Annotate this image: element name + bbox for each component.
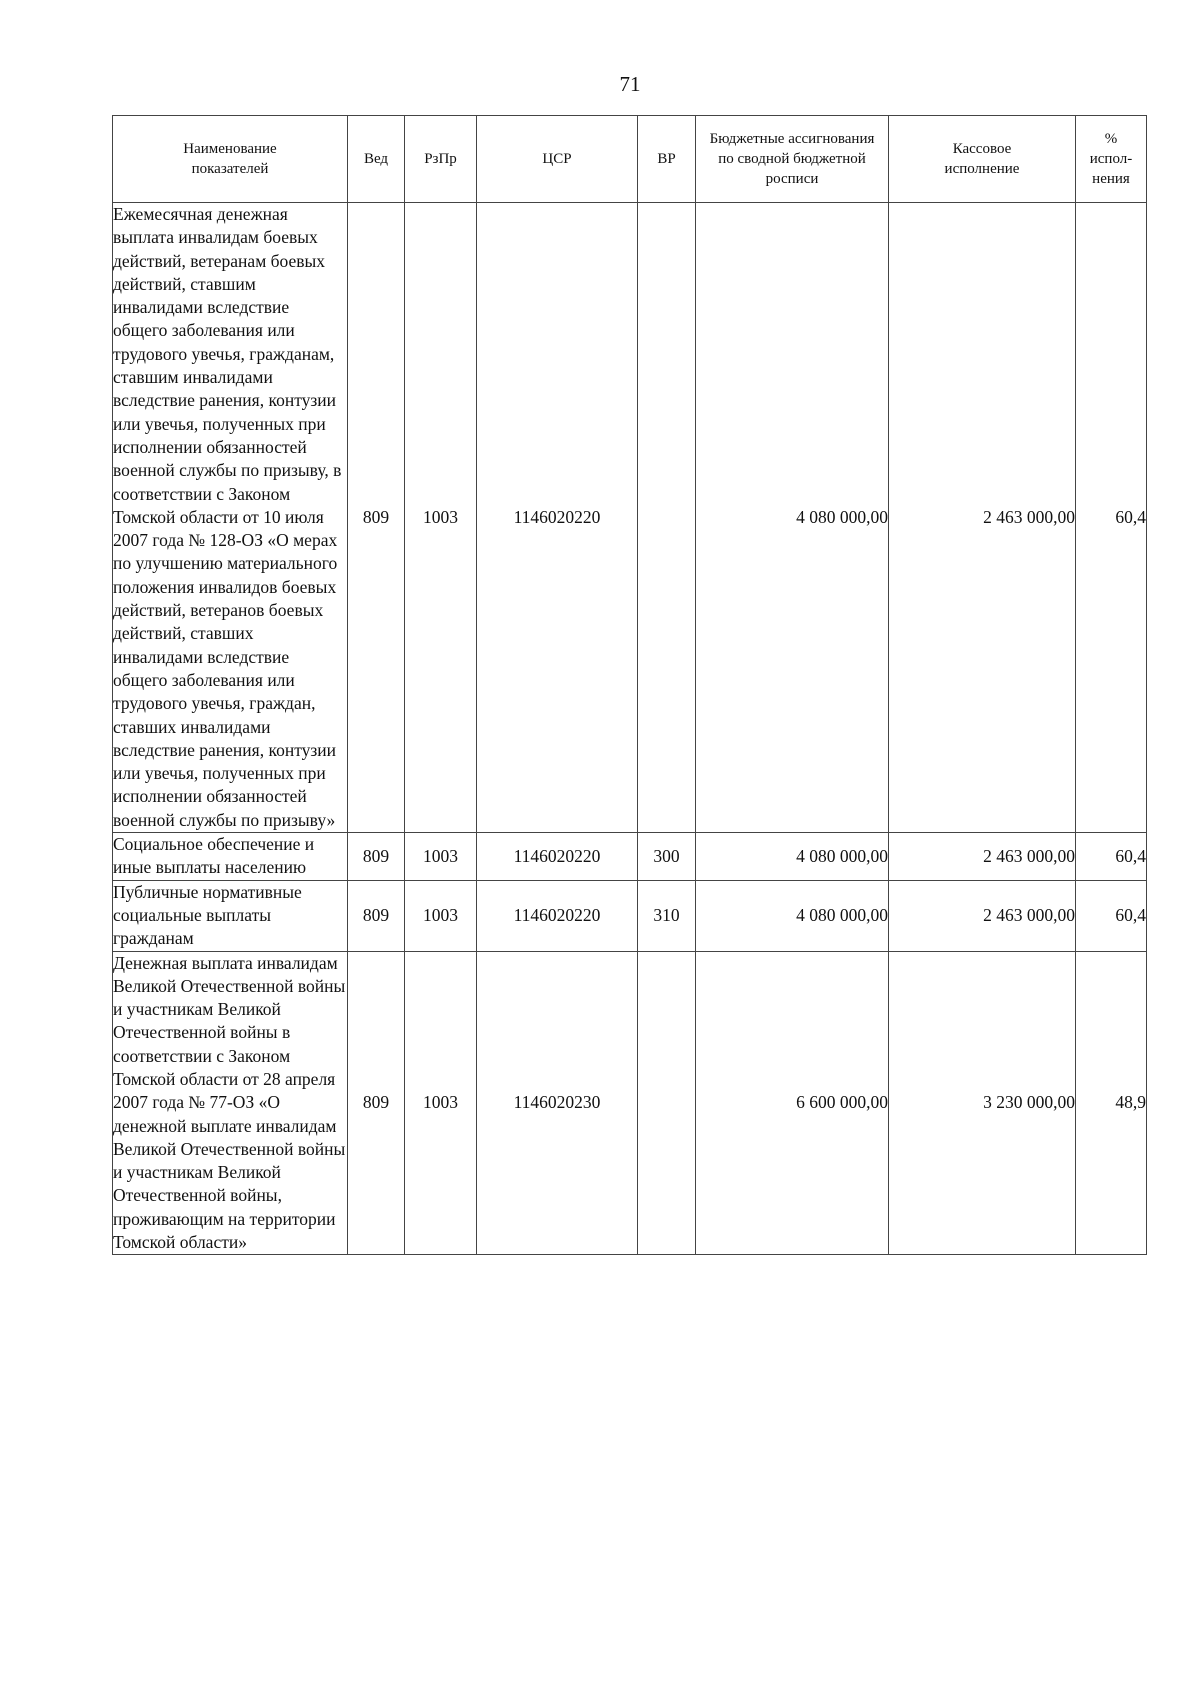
row-vr xyxy=(638,951,696,1255)
row-name: Социальное обеспечение и иные выплаты населению xyxy=(113,833,348,881)
header-row xyxy=(113,116,1147,203)
row-name: Публичные нормативные социальные выплаты гражданам xyxy=(113,880,348,951)
row-percent: 60,4 xyxy=(1076,833,1147,881)
table-row xyxy=(113,880,1147,951)
row-csr: 1146020220 xyxy=(477,203,638,833)
table-row xyxy=(113,833,1147,881)
row-budget: 4 080 000,00 xyxy=(696,203,889,833)
page-number: 71 xyxy=(619,72,641,96)
header-name: Наименование показателей xyxy=(113,116,348,203)
row-budget: 6 600 000,00 xyxy=(696,951,889,1255)
header-vr: ВР xyxy=(638,116,696,203)
header-csr: ЦСР xyxy=(477,116,638,203)
row-budget: 4 080 000,00 xyxy=(696,833,889,881)
row-rzpr: 1003 xyxy=(405,203,477,833)
row-cash: 2 463 000,00 xyxy=(889,880,1076,951)
row-rzpr: 1003 xyxy=(405,833,477,881)
row-percent: 60,4 xyxy=(1076,203,1147,833)
row-ved: 809 xyxy=(348,951,405,1255)
header-rzpr: РзПр xyxy=(405,116,477,203)
row-ved: 809 xyxy=(348,203,405,833)
row-vr: 310 xyxy=(638,880,696,951)
budget-execution-table xyxy=(112,115,1147,1255)
header-ved: Вед xyxy=(348,116,405,203)
row-ved: 809 xyxy=(348,880,405,951)
row-percent: 48,9 xyxy=(1076,951,1147,1255)
row-rzpr: 1003 xyxy=(405,880,477,951)
row-vr xyxy=(638,203,696,833)
row-cash: 2 463 000,00 xyxy=(889,833,1076,881)
row-ved: 809 xyxy=(348,833,405,881)
row-name: Ежемесячная денежная выплата инвалидам боевых действий, ветеранам боевых действий, ставшим инвалидами вследствие общего заболевания или трудового увечья, гражданам, ставшим инвалидами вследствие ранения, контузии или увечья, полученных при исполнении обязанностей военной службы по призыву, в соответствии с Законом Томской области от 10 июля 2007 года № 128-ОЗ «О мерах по улучшению материального положения инвалидов боевых действий, ветеранов боевых действий, ставших инвалидами вследствие общего заболевания или трудового увечья, граждан, ставших инвалидами вследствие ранения, контузии или увечья, полученных при исполнении обязанностей военной службы по призыву» xyxy=(113,203,348,833)
header-budget: Бюджетные ассигнования по сводной бюджетной росписи xyxy=(696,116,889,203)
row-budget: 4 080 000,00 xyxy=(696,880,889,951)
row-csr: 1146020220 xyxy=(477,880,638,951)
row-vr: 300 xyxy=(638,833,696,881)
header-cash: Кассовое исполнение xyxy=(889,116,1076,203)
row-name: Денежная выплата инвалидам Великой Отечественной войны и участникам Великой Отечественной войны в соответствии с Законом Томской области от 28 апреля 2007 года № 77-ОЗ «О денежной выплате инвалидам Великой Отечественной войны и участникам Великой Отечественной войны, проживающим на территории Томской области» xyxy=(113,951,348,1255)
header-percent: % испол-нения xyxy=(1076,116,1147,203)
row-rzpr: 1003 xyxy=(405,951,477,1255)
row-percent: 60,4 xyxy=(1076,880,1147,951)
row-csr: 1146020220 xyxy=(477,833,638,881)
table-row xyxy=(113,203,1147,833)
row-cash: 3 230 000,00 xyxy=(889,951,1076,1255)
row-cash: 2 463 000,00 xyxy=(889,203,1076,833)
row-csr: 1146020230 xyxy=(477,951,638,1255)
table-row xyxy=(113,951,1147,1255)
